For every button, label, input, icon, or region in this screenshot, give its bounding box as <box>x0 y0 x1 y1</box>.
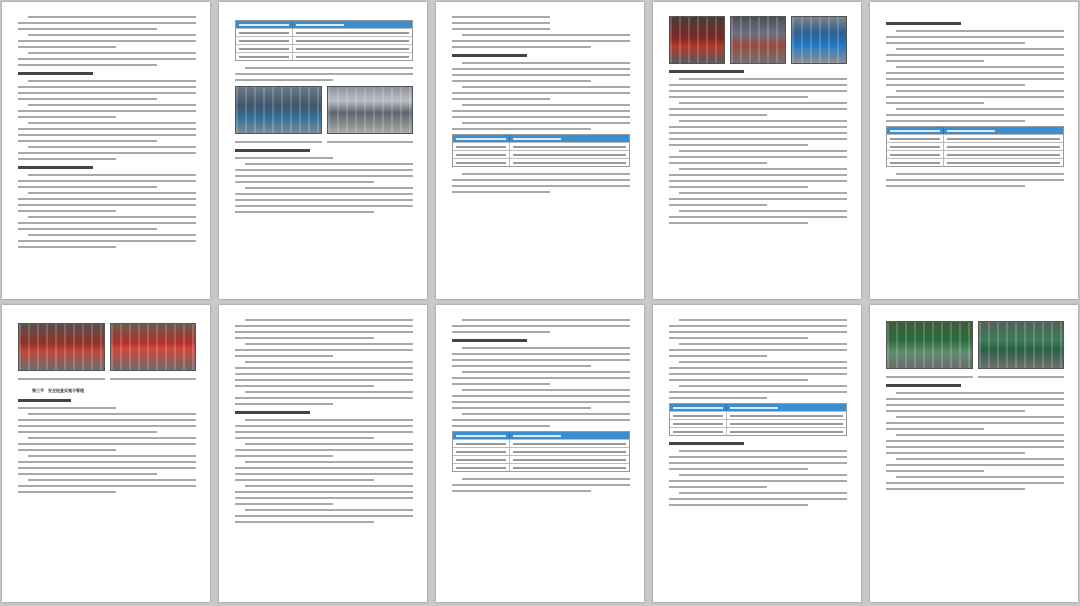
table-header-row <box>236 21 412 28</box>
gas-cylinder-photo <box>791 16 847 64</box>
equipment-photo <box>669 16 725 64</box>
table <box>452 134 630 167</box>
document-page-10[interactable] <box>870 305 1078 602</box>
document-page-1[interactable] <box>2 2 210 299</box>
document-page-6[interactable] <box>2 305 210 602</box>
warehouse-photo <box>235 86 322 134</box>
top-row <box>0 2 1080 299</box>
document-page-3[interactable] <box>436 2 644 299</box>
fire-pump-photo <box>110 323 197 371</box>
document-page-5[interactable] <box>870 2 1078 299</box>
section-heading <box>18 72 93 75</box>
equipment-photo <box>730 16 786 64</box>
document-page-8[interactable] <box>436 305 644 602</box>
facility-photo <box>886 321 973 369</box>
section-heading <box>669 70 744 73</box>
document-page-2[interactable] <box>219 2 427 299</box>
document-page-7[interactable] <box>219 305 427 602</box>
bottom-row <box>0 305 1080 602</box>
fire-pump-photo <box>18 323 105 371</box>
storage-rack-photo <box>327 86 414 134</box>
chapter-heading: 第三节 安全检查实施与管理 <box>32 388 84 393</box>
facility-photo <box>978 321 1065 369</box>
page-text-block <box>18 16 196 289</box>
document-page-4[interactable] <box>653 2 861 299</box>
inspection-table <box>235 20 413 61</box>
document-page-9[interactable] <box>653 305 861 602</box>
photo-pair <box>235 86 413 134</box>
